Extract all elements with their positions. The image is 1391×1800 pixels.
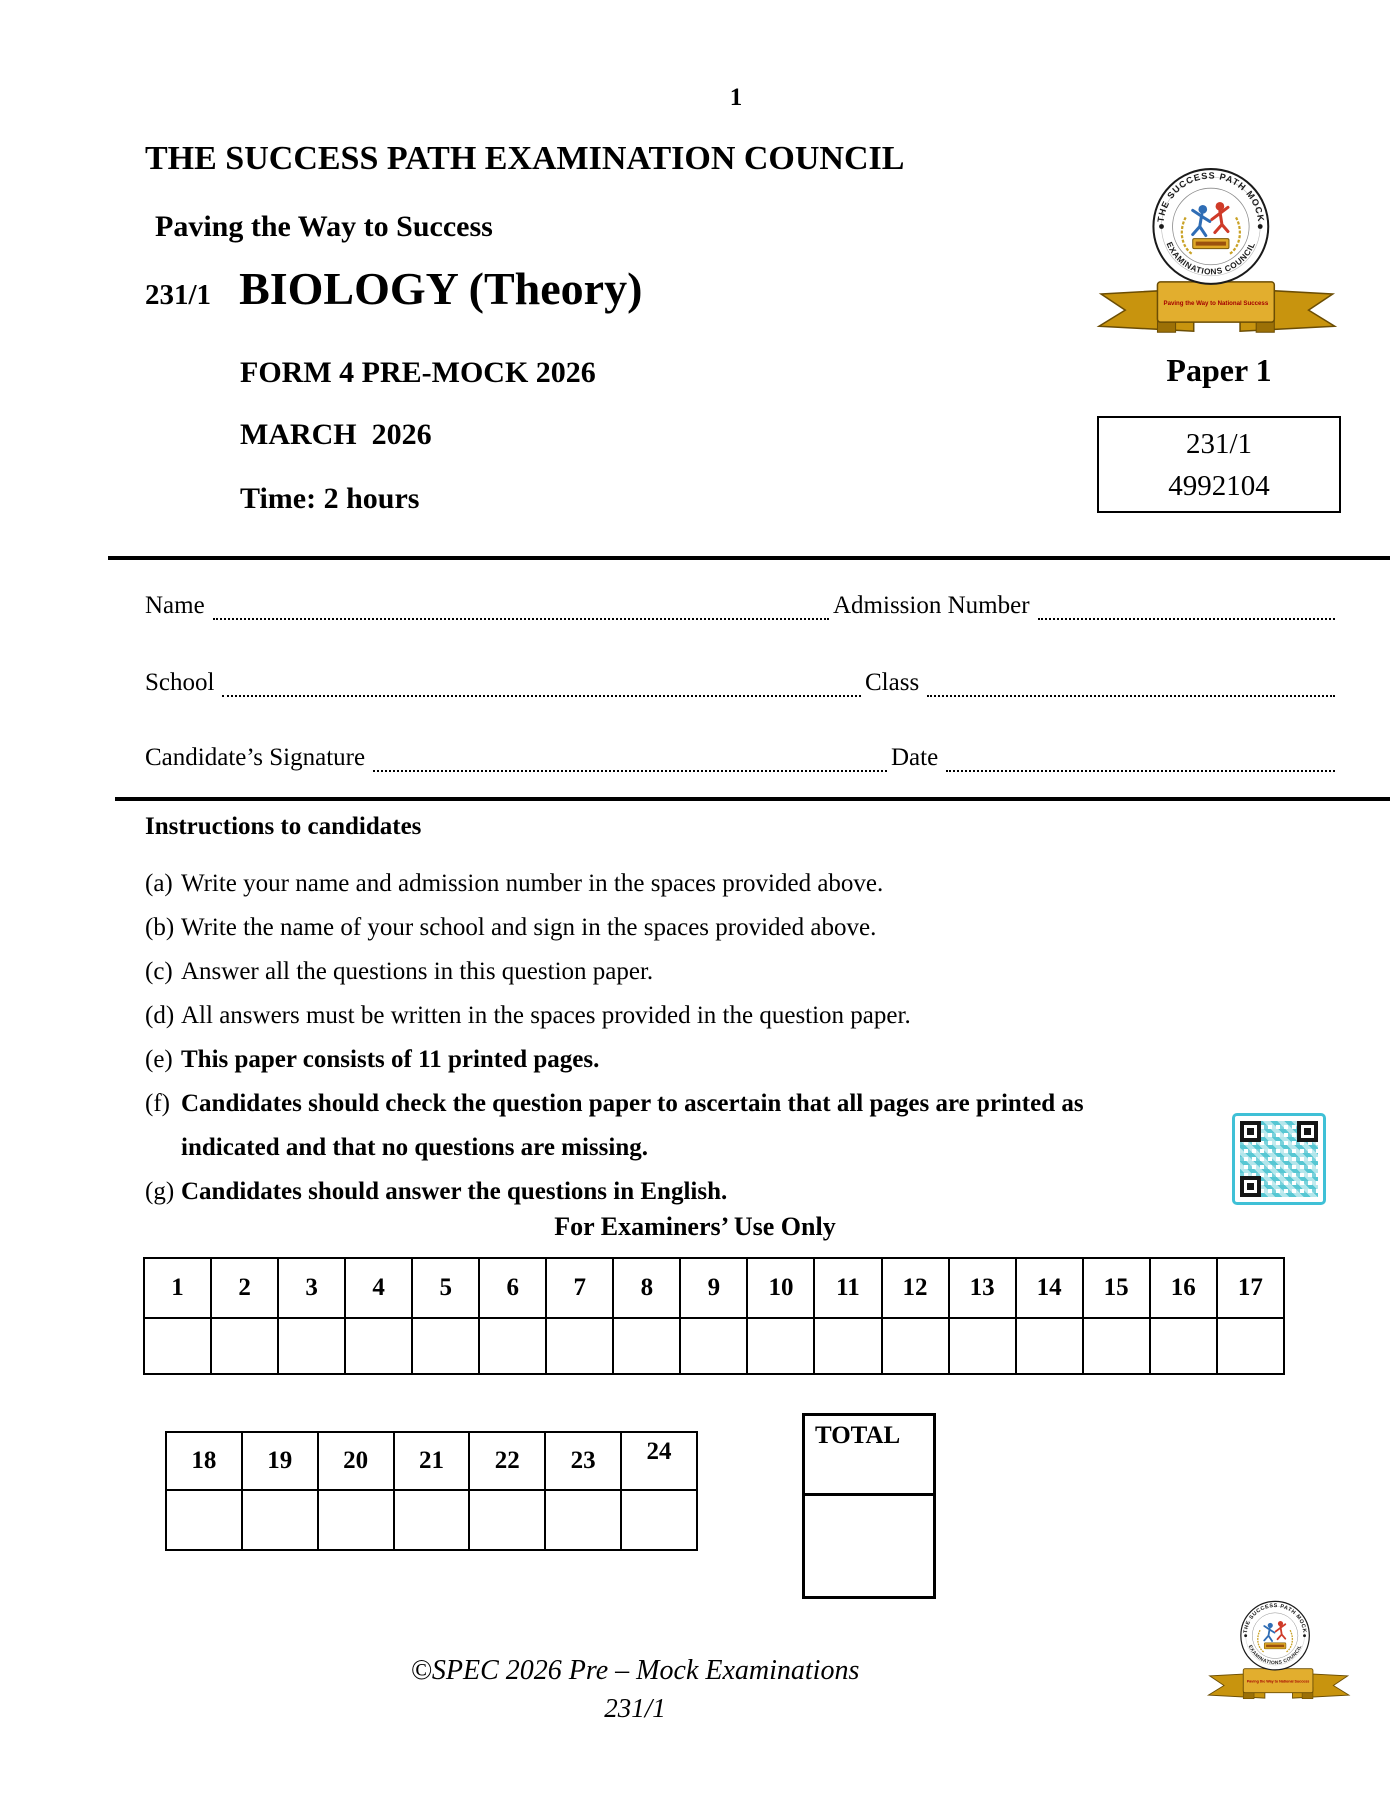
score-cell[interactable] xyxy=(394,1490,470,1550)
signature-label: Candidate’s Signature xyxy=(145,744,366,771)
score-cell[interactable] xyxy=(1217,1318,1284,1374)
marks-table-2 xyxy=(165,1431,698,1551)
total-label: TOTAL xyxy=(805,1416,933,1496)
instruction-item-d: (d) All answers must be written in the spaces provided in the question paper. xyxy=(145,1002,911,1029)
name-entry-line[interactable] xyxy=(213,600,829,620)
council-tagline: Paving the Way to Success xyxy=(155,210,493,243)
instruction-item-a: (a) Write your name and admission number in the spaces provided above. xyxy=(145,870,884,897)
instruction-item-c: (c) Answer all the questions in this question paper. xyxy=(145,958,654,985)
page-footer xyxy=(0,1652,1270,1726)
qr-finder-bottom-left xyxy=(1240,1176,1261,1197)
code-box-line1: 231/1 xyxy=(1185,427,1253,460)
council-logo-icon xyxy=(1206,1596,1370,1701)
score-cell[interactable] xyxy=(211,1318,278,1374)
instruction-item-g: (g) Candidates should answer the questions in English. xyxy=(145,1178,728,1205)
score-cell[interactable] xyxy=(412,1318,479,1374)
score-cell[interactable] xyxy=(545,1490,621,1550)
score-cell[interactable] xyxy=(814,1318,881,1374)
subject-row xyxy=(145,262,642,315)
date-label: Date xyxy=(891,744,939,771)
council-name: THE SUCCESS PATH EXAMINATION COUNCIL xyxy=(145,140,905,177)
score-cell[interactable] xyxy=(1150,1318,1217,1374)
marks-table-1-header-row: 1 2 3 4 5 6 7 8 9 10 11 12 13 14 15 16 17 xyxy=(144,1258,1284,1318)
footer-paper-code: 231/1 xyxy=(604,1693,666,1723)
footer-copyright: ©SPEC 2026 Pre – Mock Examinations xyxy=(410,1655,860,1686)
qr-pattern xyxy=(1240,1121,1318,1197)
school-entry-line[interactable] xyxy=(222,677,861,697)
class-label: Class xyxy=(865,669,920,696)
page-number: 1 xyxy=(729,84,743,111)
date-entry-line[interactable] xyxy=(946,752,1335,772)
class-entry-line[interactable] xyxy=(927,677,1335,697)
instructions-title: Instructions to candidates xyxy=(145,813,422,840)
examiner-use-title: For Examiners’ Use Only xyxy=(554,1212,836,1241)
marks-table-2-score-row xyxy=(166,1490,697,1550)
paper-label: Paper 1 xyxy=(1166,352,1272,388)
score-cell[interactable] xyxy=(479,1318,546,1374)
total-box xyxy=(802,1413,936,1599)
marks-table-2-header-row: 18 19 20 21 22 23 24 xyxy=(166,1432,697,1490)
score-cell[interactable] xyxy=(546,1318,613,1374)
instructions-section xyxy=(145,813,1175,1214)
admission-label: Admission Number xyxy=(833,592,1030,619)
score-cell[interactable] xyxy=(469,1490,545,1550)
score-cell[interactable] xyxy=(242,1490,318,1550)
instruction-item-e: (e) This paper consists of 11 printed pages. xyxy=(145,1046,600,1073)
instruction-item-f: (f) Candidates should check the question paper to ascertain that all pages are printed as indicated and that no questions are missing. xyxy=(145,1090,1084,1161)
name-label: Name xyxy=(145,592,205,619)
marks-table-1-score-row xyxy=(144,1318,1284,1374)
name-row xyxy=(145,592,1335,620)
school-label: School xyxy=(145,669,215,696)
instruction-item-b: (b) Write the name of your school and sign in the spaces provided above. xyxy=(145,914,877,941)
council-logo-icon xyxy=(1095,160,1370,336)
council-logo xyxy=(1095,160,1370,336)
score-cell[interactable] xyxy=(144,1318,211,1374)
score-cell[interactable] xyxy=(278,1318,345,1374)
score-cell[interactable] xyxy=(949,1318,1016,1374)
paper-code-box xyxy=(1097,416,1341,513)
signature-row xyxy=(145,744,1335,772)
score-cell[interactable] xyxy=(613,1318,680,1374)
score-cell[interactable] xyxy=(747,1318,814,1374)
council-logo-footer xyxy=(1206,1596,1370,1701)
qr-finder-top-left xyxy=(1240,1121,1261,1142)
qr-code-icon xyxy=(1232,1113,1326,1205)
paper-code: 231/1 xyxy=(145,279,212,311)
code-box-line2: 4992104 xyxy=(1168,469,1270,502)
form-line: FORM 4 PRE-MOCK 2026 xyxy=(240,356,596,389)
score-cell[interactable] xyxy=(882,1318,949,1374)
marks-table-1 xyxy=(143,1257,1285,1375)
signature-entry-line[interactable] xyxy=(373,752,887,772)
school-row xyxy=(145,669,1335,697)
score-cell[interactable] xyxy=(318,1490,394,1550)
subject-title: BIOLOGY (Theory) xyxy=(239,263,643,314)
score-cell[interactable] xyxy=(621,1490,697,1550)
month-line: MARCH 2026 xyxy=(240,418,432,451)
time-line: Time: 2 hours xyxy=(240,482,420,515)
score-cell[interactable] xyxy=(1016,1318,1083,1374)
divider-top xyxy=(108,556,1390,560)
score-cell[interactable] xyxy=(166,1490,242,1550)
score-cell[interactable] xyxy=(680,1318,747,1374)
score-cell[interactable] xyxy=(1083,1318,1150,1374)
qr-finder-top-right xyxy=(1297,1121,1318,1142)
admission-entry-line[interactable] xyxy=(1038,600,1335,620)
score-cell[interactable] xyxy=(345,1318,412,1374)
divider-instructions xyxy=(115,797,1390,801)
